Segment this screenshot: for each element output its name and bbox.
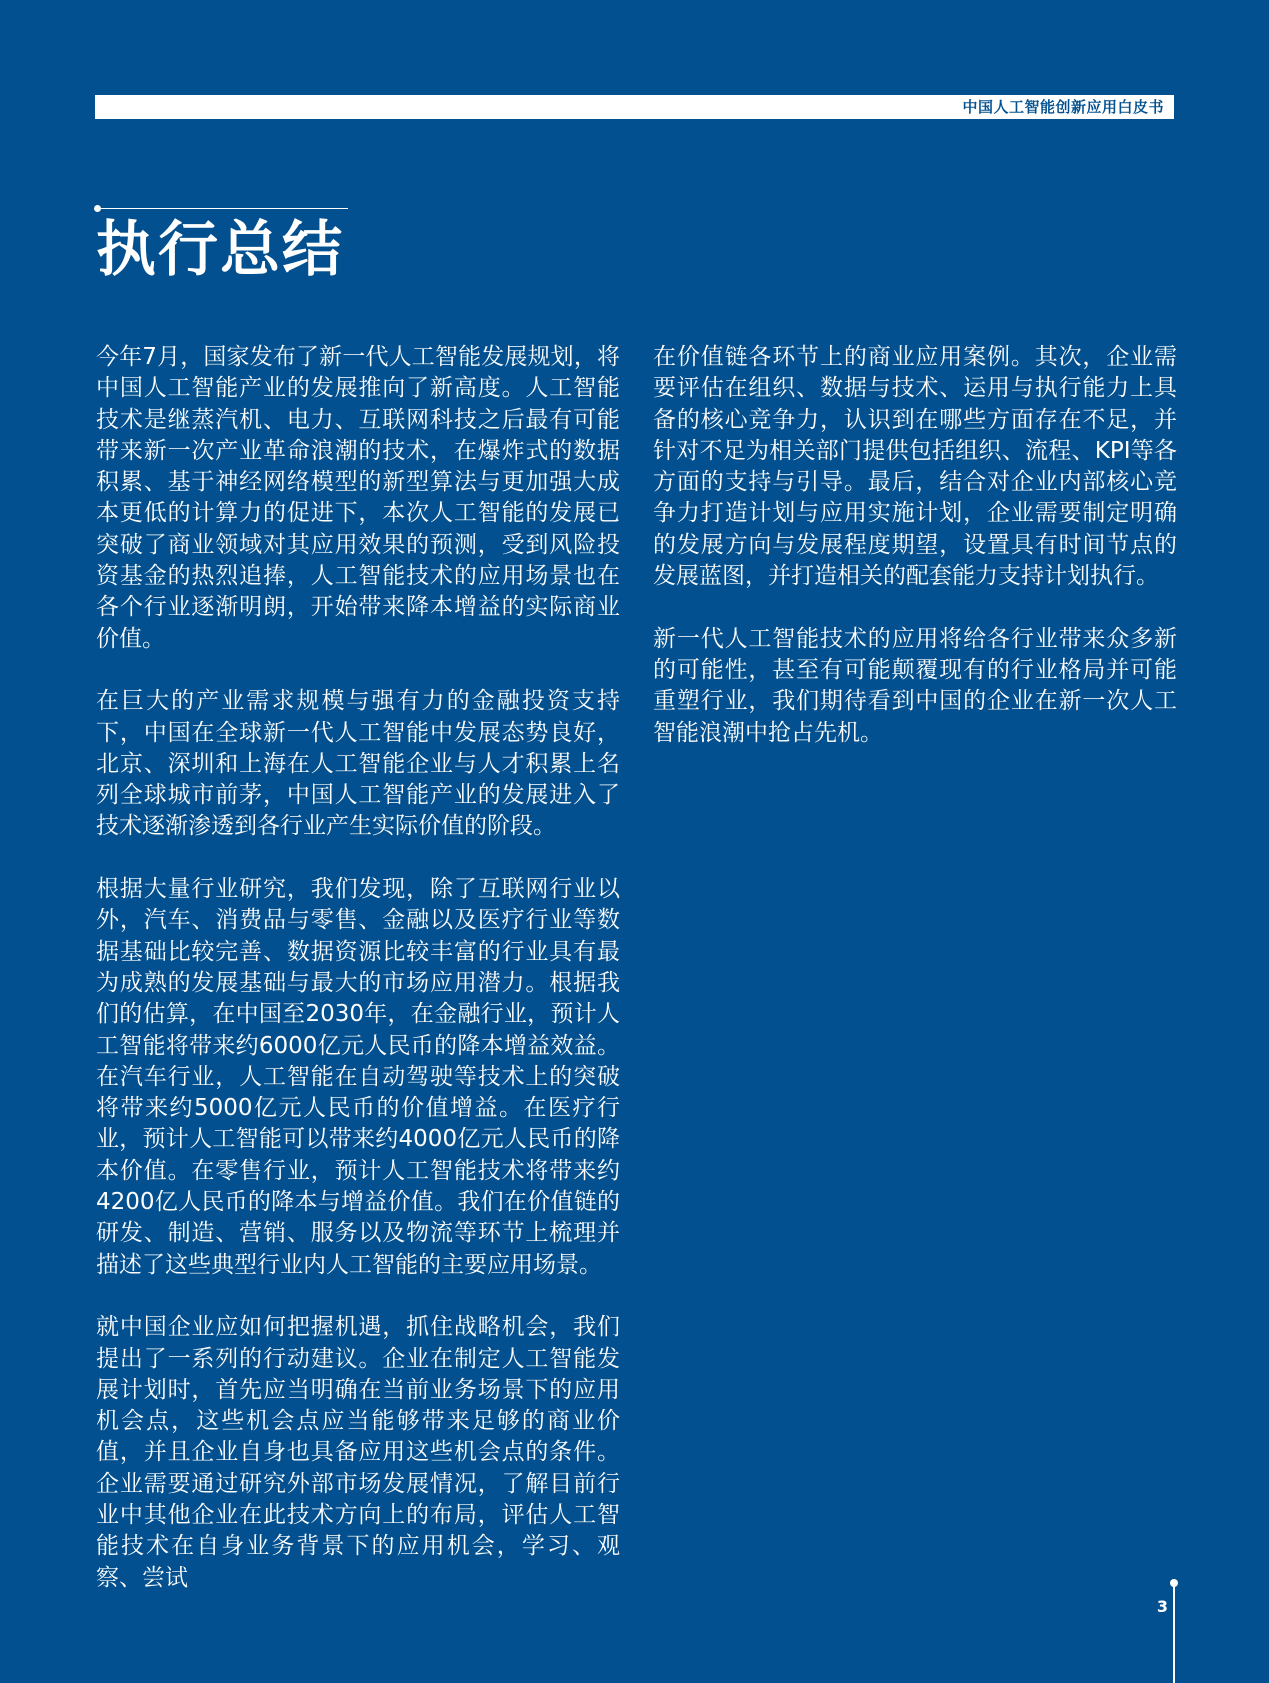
- document-title: 中国人工智能创新应用白皮书: [962, 98, 1164, 116]
- title-decoration-rule: [97, 208, 348, 209]
- page-title: 执行总结: [96, 215, 344, 285]
- paragraph: 今年7月，国家发布了新一代人工智能发展规划，将中国人工智能产业的发展推向了新高度。人工智能技术是继蒸汽机、电力、互联网科技之后最有可能带来新一次产业革命浪潮的技术，在爆炸式的数据积累、基于神经网络模型的新型算法与更加强大成本更低的计算力的促进下，本次人工智能的发展已突破了商业领域对其应用效果的预测，受到风险投资基金的热烈追捧，人工智能技术的应用场景也在各个行业逐渐明朗，开始带来降本增益的实际商业价值。: [96, 344, 620, 652]
- paragraph: 新一代人工智能技术的应用将给各行业带来众多新的可能性，甚至有可能颠覆现有的行业格局并可能重塑行业，我们期待看到中国的企业在新一次人工智能浪潮中抢占先机。: [653, 625, 1177, 746]
- header-bar: [95, 95, 1174, 119]
- paragraph: 在价值链各环节上的商业应用案例。其次，企业需要评估在组织、数据与技术、运用与执行能力上具备的核心竞争力，认识到在哪些方面存在不足，并针对不足为相关部门提供包括组织、流程、KPI等各方面的支持与引导。最后，结合对企业内部核心竞争力打造计划与应用实施计划，企业需要制定明确的发展方向与发展程度期望，设置具有时间节点的发展蓝图，并打造相关的配套能力支持计划执行。: [653, 344, 1177, 590]
- paragraph: 根据大量行业研究，我们发现，除了互联网行业以外，汽车、消费品与零售、金融以及医疗行业等数据基础比较完善、数据资源比较丰富的行业具有最为成熟的发展基础与最大的市场应用潜力。根据我们的估算，在中国至2030年，在金融行业，预计人工智能将带来约6000亿元人民币的降本增益效益。在汽车行业，人工智能在自动驾驶等技术上的突破将带来约5000亿元人民币的价值增益。在医疗行业，预计人工智能可以带来约4000亿元人民币的降本价值。在零售行业，预计人工智能技术将带来约4200亿人民币的降本与增益价值。我们在价值链的研发、制造、营销、服务以及物流等环节上梳理并描述了这些典型行业内人工智能的主要应用场景。: [96, 876, 620, 1278]
- paragraph: 在巨大的产业需求规模与强有力的金融投资支持下，中国在全球新一代人工智能中发展态势良好，北京、深圳和上海在人工智能企业与人才积累上名列全球城市前茅，中国人工智能产业的发展进入了技术逐渐渗透到各行业产生实际价值的阶段。: [96, 688, 620, 840]
- page-number: 3: [1156, 1597, 1168, 1616]
- left-column: [96, 342, 620, 1625]
- page-number-rule: [1173, 1583, 1175, 1683]
- right-column: [653, 342, 1177, 780]
- paragraph: 就中国企业应如何把握机遇，抓住战略机会，我们提出了一系列的行动建议。企业在制定人工智能发展计划时，首先应当明确在当前业务场景下的应用机会点，这些机会点应当能够带来足够的商业价值，并且企业自身也具备应用这些机会点的条件。企业需要通过研究外部市场发展情况，了解目前行业中其他企业在此技术方向上的布局，评估人工智能技术在自身业务背景下的应用机会，学习、观察、尝试: [96, 1314, 620, 1591]
